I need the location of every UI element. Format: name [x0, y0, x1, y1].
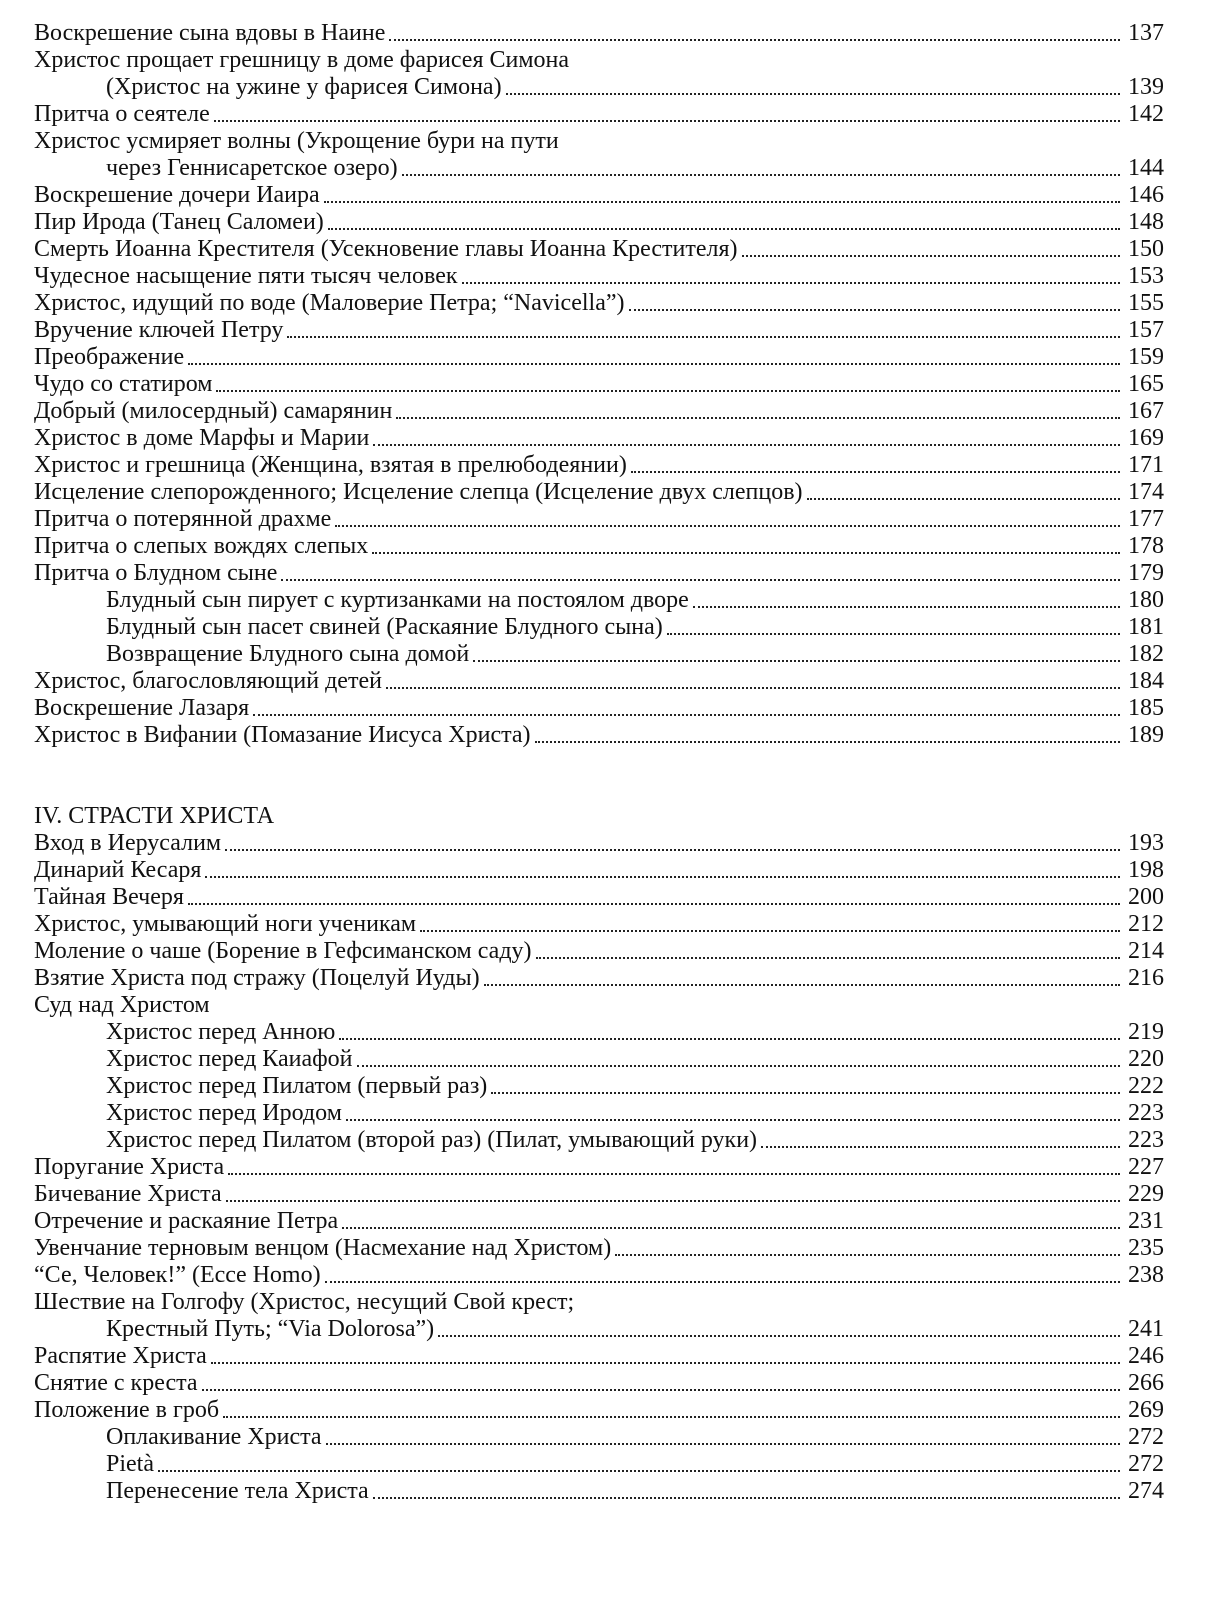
dot-leader	[339, 1030, 1120, 1040]
toc-entry-title: Вход в Иерусалим	[34, 830, 222, 856]
toc-entry	[34, 1046, 1164, 1073]
toc-entry-page-number: 180	[1128, 587, 1164, 613]
toc-entry-page-number: 179	[1128, 560, 1164, 586]
toc-entry-page-number: 272	[1128, 1424, 1164, 1450]
toc-entry-title: Блудный сын пасет свиней (Раскаяние Блудного сына)	[106, 614, 663, 640]
toc-entry-page-number: 241	[1128, 1316, 1164, 1342]
toc-entry-title: Перенесение тела Христа	[106, 1478, 369, 1504]
toc-entry	[34, 911, 1164, 938]
toc-entry-title: Воскрешение сына вдовы в Наине	[34, 20, 386, 46]
toc-entry-page-number: 238	[1128, 1262, 1164, 1288]
toc-entry	[34, 47, 1164, 74]
toc-entry-title: Тайная Вечеря	[34, 884, 184, 910]
toc-entry	[34, 1289, 1164, 1316]
dot-leader	[631, 463, 1120, 473]
toc-entry	[34, 668, 1164, 695]
toc-entry	[34, 506, 1164, 533]
toc-entry-title: Увенчание терновым венцом (Насмехание над Христом)	[34, 1235, 612, 1261]
dot-leader	[484, 976, 1120, 986]
toc-entry-title: Блудный сын пирует с куртизанками на постоялом дворе	[106, 587, 689, 613]
toc-entry-page-number: 200	[1128, 884, 1164, 910]
dot-leader	[389, 31, 1120, 41]
dot-leader	[225, 841, 1120, 851]
dot-leader	[629, 301, 1121, 311]
toc-entry-page-number: 220	[1128, 1046, 1164, 1072]
toc-entry-page-number: 184	[1128, 668, 1164, 694]
toc-entry	[34, 722, 1164, 749]
toc-entry	[34, 1478, 1164, 1505]
toc-entry	[34, 290, 1164, 317]
dot-leader	[324, 193, 1120, 203]
toc-entry-page-number: 223	[1128, 1127, 1164, 1153]
toc-entry-title: Добрый (милосердный) самарянин	[34, 398, 393, 424]
toc-entry-title: Моление о чаше (Борение в Гефсиманском саду)	[34, 938, 532, 964]
toc-entry	[34, 1343, 1164, 1370]
toc-entry-title: Динарий Кесаря	[34, 857, 202, 883]
dot-leader	[188, 355, 1120, 365]
toc-entry-page-number: 146	[1128, 182, 1164, 208]
toc-entry-title: Исцеление слепорожденного; Исцеление слепца (Исцеление двух слепцов)	[34, 479, 803, 505]
dot-leader	[328, 220, 1120, 230]
toc-entry-title: Христос перед Пилатом (второй раз) (Пилат, умывающий руки)	[106, 1127, 758, 1153]
toc-entry	[34, 20, 1164, 47]
toc-section-part4	[34, 803, 1164, 1505]
toc-entry-title: через Геннисаретское озеро)	[106, 155, 398, 181]
toc-entry	[34, 209, 1164, 236]
toc-entry	[34, 1181, 1164, 1208]
toc-entry-page-number: 272	[1128, 1451, 1164, 1477]
toc-entry-page-number: 231	[1128, 1208, 1164, 1234]
toc-entry	[34, 398, 1164, 425]
toc-entry-title: Христос перед Каиафой	[106, 1046, 353, 1072]
toc-entry-page-number: 144	[1128, 155, 1164, 181]
toc-entry-title: Христос в доме Марфы и Марии	[34, 425, 370, 451]
toc-entry	[34, 1235, 1164, 1262]
toc-section-part3	[34, 20, 1164, 749]
toc-entry	[34, 695, 1164, 722]
toc-entry-page-number: 246	[1128, 1343, 1164, 1369]
dot-leader	[325, 1273, 1120, 1283]
toc-entry	[34, 236, 1164, 263]
dot-leader	[335, 517, 1120, 527]
toc-entry-title: Христос, идущий по воде (Маловерие Петра; “Navicella”)	[34, 290, 625, 316]
dot-leader	[536, 949, 1120, 959]
dot-leader	[223, 1408, 1120, 1418]
toc-entry	[34, 479, 1164, 506]
dot-leader	[420, 922, 1120, 932]
toc-entry-page-number: 181	[1128, 614, 1164, 640]
toc-entry-title: Возвращение Блудного сына домой	[106, 641, 470, 667]
dot-leader	[158, 1462, 1120, 1472]
toc-entry-title: Отречение и раскаяние Петра	[34, 1208, 339, 1234]
toc-entry-page-number: 198	[1128, 857, 1164, 883]
dot-leader	[693, 598, 1120, 608]
dot-leader	[462, 274, 1120, 284]
toc-entry-title: Шествие на Голгофу (Христос, несущий Свой крест;	[34, 1289, 575, 1315]
toc-entry-title: Крестный Путь; “Via Dolorosa”)	[106, 1316, 435, 1342]
dot-leader	[372, 544, 1120, 554]
toc-entry	[34, 1262, 1164, 1289]
toc-entry-title: Христос усмиряет волны (Укрощение бури на пути	[34, 128, 559, 154]
toc-entry	[34, 1154, 1164, 1181]
dot-leader	[214, 112, 1120, 122]
toc-entry-page-number: 148	[1128, 209, 1164, 235]
toc-entry-title: Вручение ключей Петру	[34, 317, 284, 343]
dot-leader	[396, 409, 1120, 419]
dot-leader	[386, 679, 1120, 689]
toc-entry-page-number: 171	[1128, 452, 1164, 478]
toc-entry-page-number: 142	[1128, 101, 1164, 127]
toc-entry-page-number: 167	[1128, 398, 1164, 424]
toc-entry	[34, 1397, 1164, 1424]
toc-entry-title: (Христос на ужине у фарисея Симона)	[106, 74, 502, 100]
dot-leader	[506, 85, 1120, 95]
toc-entry	[34, 452, 1164, 479]
toc-entry-page-number: 155	[1128, 290, 1164, 316]
toc-entry	[34, 128, 1164, 155]
toc-entry	[34, 533, 1164, 560]
toc-entry-page-number: 229	[1128, 1181, 1164, 1207]
toc-entry-title: Чудо со статиром	[34, 371, 213, 397]
toc-entry-page-number: 193	[1128, 830, 1164, 856]
toc-entry-title: Воскрешение Лазаря	[34, 695, 250, 721]
toc-entry-title: Оплакивание Христа	[106, 1424, 322, 1450]
toc-entry	[34, 344, 1164, 371]
toc-entry	[34, 182, 1164, 209]
toc-entry-title: Снятие с креста	[34, 1370, 198, 1396]
toc-entry-page-number: 269	[1128, 1397, 1164, 1423]
toc-entry-page-number: 182	[1128, 641, 1164, 667]
toc-entry	[34, 938, 1164, 965]
toc-entry	[34, 1316, 1164, 1343]
toc-entry-title: Христос, благословляющий детей	[34, 668, 382, 694]
dot-leader	[373, 1489, 1120, 1499]
table-of-contents	[34, 20, 1164, 1505]
toc-entry	[34, 155, 1164, 182]
dot-leader	[667, 625, 1120, 635]
toc-entry-page-number: 178	[1128, 533, 1164, 559]
toc-entry	[34, 371, 1164, 398]
toc-entry-page-number: 235	[1128, 1235, 1164, 1261]
toc-entry-page-number: 219	[1128, 1019, 1164, 1045]
toc-entry-page-number: 189	[1128, 722, 1164, 748]
toc-entry-title: Поругание Христа	[34, 1154, 225, 1180]
dot-leader	[205, 868, 1120, 878]
toc-entry-title: Притча о сеятеле	[34, 101, 210, 127]
dot-leader	[491, 1084, 1120, 1094]
toc-entry	[34, 830, 1164, 857]
toc-entry	[34, 1451, 1164, 1478]
toc-entry-title: Христос прощает грешницу в доме фарисея Симона	[34, 47, 570, 73]
dot-leader	[253, 706, 1120, 716]
toc-entry-title: Пир Ирода (Танец Саломеи)	[34, 209, 324, 235]
toc-entry-title: Суд над Христом	[34, 992, 210, 1018]
toc-entry-page-number: 266	[1128, 1370, 1164, 1396]
toc-entry	[34, 425, 1164, 452]
dot-leader	[342, 1219, 1120, 1229]
toc-entry-title: Христос в Вифании (Помазание Иисуса Христа)	[34, 722, 531, 748]
toc-entry	[34, 560, 1164, 587]
toc-entry	[34, 74, 1164, 101]
toc-entry-page-number: 222	[1128, 1073, 1164, 1099]
toc-entry-page-number: 216	[1128, 965, 1164, 991]
toc-entry	[34, 317, 1164, 344]
toc-entry	[34, 965, 1164, 992]
toc-entry-title: Преображение	[34, 344, 185, 370]
toc-entry	[34, 884, 1164, 911]
toc-entry	[34, 1127, 1164, 1154]
dot-leader	[402, 166, 1120, 176]
dot-leader	[326, 1435, 1120, 1445]
dot-leader	[742, 247, 1121, 257]
toc-entry-page-number: 157	[1128, 317, 1164, 343]
toc-entry	[34, 1100, 1164, 1127]
toc-entry-title: Смерть Иоанна Крестителя (Усекновение главы Иоанна Крестителя)	[34, 236, 738, 262]
dot-leader	[438, 1327, 1120, 1337]
toc-entry-page-number: 153	[1128, 263, 1164, 289]
toc-entry-title: Распятие Христа	[34, 1343, 207, 1369]
section-gap	[34, 749, 1164, 803]
section-heading: IV. СТРАСТИ ХРИСТА	[34, 803, 275, 829]
toc-entry-title: Христос перед Пилатом (первый раз)	[106, 1073, 488, 1099]
toc-entry-title: Взятие Христа под стражу (Поцелуй Иуды)	[34, 965, 480, 991]
toc-entry-page-number: 139	[1128, 74, 1164, 100]
toc-entry	[34, 992, 1164, 1019]
toc-entries	[34, 830, 1164, 1505]
dot-leader	[346, 1111, 1120, 1121]
toc-entry-title: Христос и грешница (Женщина, взятая в прелюбодеянии)	[34, 452, 627, 478]
dot-leader	[287, 328, 1120, 338]
toc-entry	[34, 1370, 1164, 1397]
toc-entry-page-number: 227	[1128, 1154, 1164, 1180]
dot-leader	[211, 1354, 1120, 1364]
toc-entry-page-number: 159	[1128, 344, 1164, 370]
dot-leader	[615, 1246, 1120, 1256]
toc-entry	[34, 1424, 1164, 1451]
dot-leader	[281, 571, 1120, 581]
toc-entry-page-number: 165	[1128, 371, 1164, 397]
toc-entry-title: Положение в гроб	[34, 1397, 220, 1423]
toc-entry-title: Pietà	[106, 1451, 154, 1477]
dot-leader	[228, 1165, 1120, 1175]
toc-entry-title: Христос перед Иродом	[106, 1100, 342, 1126]
toc-entry	[34, 1073, 1164, 1100]
toc-entry-page-number: 150	[1128, 236, 1164, 262]
dot-leader	[535, 733, 1120, 743]
toc-entry-title: Христос, умывающий ноги ученикам	[34, 911, 417, 937]
dot-leader	[473, 652, 1120, 662]
toc-entry-page-number: 169	[1128, 425, 1164, 451]
toc-entry-page-number: 214	[1128, 938, 1164, 964]
toc-entry	[34, 1019, 1164, 1046]
toc-entry-title: Бичевание Христа	[34, 1181, 222, 1207]
toc-entry-title: Притча о Блудном сыне	[34, 560, 278, 586]
dot-leader	[357, 1057, 1120, 1067]
toc-entry-title: Христос перед Анною	[106, 1019, 336, 1045]
dot-leader	[373, 436, 1120, 446]
dot-leader	[188, 895, 1120, 905]
toc-entry-title: Воскрешение дочери Иаира	[34, 182, 320, 208]
toc-entry-page-number: 137	[1128, 20, 1164, 46]
toc-entry	[34, 587, 1164, 614]
toc-entry-title: Притча о потерянной драхме	[34, 506, 332, 532]
dot-leader	[216, 382, 1120, 392]
toc-entry	[34, 1208, 1164, 1235]
toc-entry-page-number: 185	[1128, 695, 1164, 721]
toc-entry-title: “Се, Человек!” (Ecce Homo)	[34, 1262, 321, 1288]
toc-entry-title: Притча о слепых вождях слепых	[34, 533, 369, 559]
toc-entry	[34, 614, 1164, 641]
toc-entry	[34, 857, 1164, 884]
toc-entry	[34, 641, 1164, 668]
toc-entry	[34, 263, 1164, 290]
dot-leader	[807, 490, 1120, 500]
toc-entry-page-number: 274	[1128, 1478, 1164, 1504]
dot-leader	[226, 1192, 1120, 1202]
toc-entry-page-number: 212	[1128, 911, 1164, 937]
toc-entry-page-number: 177	[1128, 506, 1164, 532]
toc-entry	[34, 101, 1164, 128]
toc-entry-page-number: 223	[1128, 1100, 1164, 1126]
dot-leader	[202, 1381, 1120, 1391]
toc-entry-page-number: 174	[1128, 479, 1164, 505]
dot-leader	[761, 1138, 1120, 1148]
toc-entry-title: Чудесное насыщение пяти тысяч человек	[34, 263, 458, 289]
